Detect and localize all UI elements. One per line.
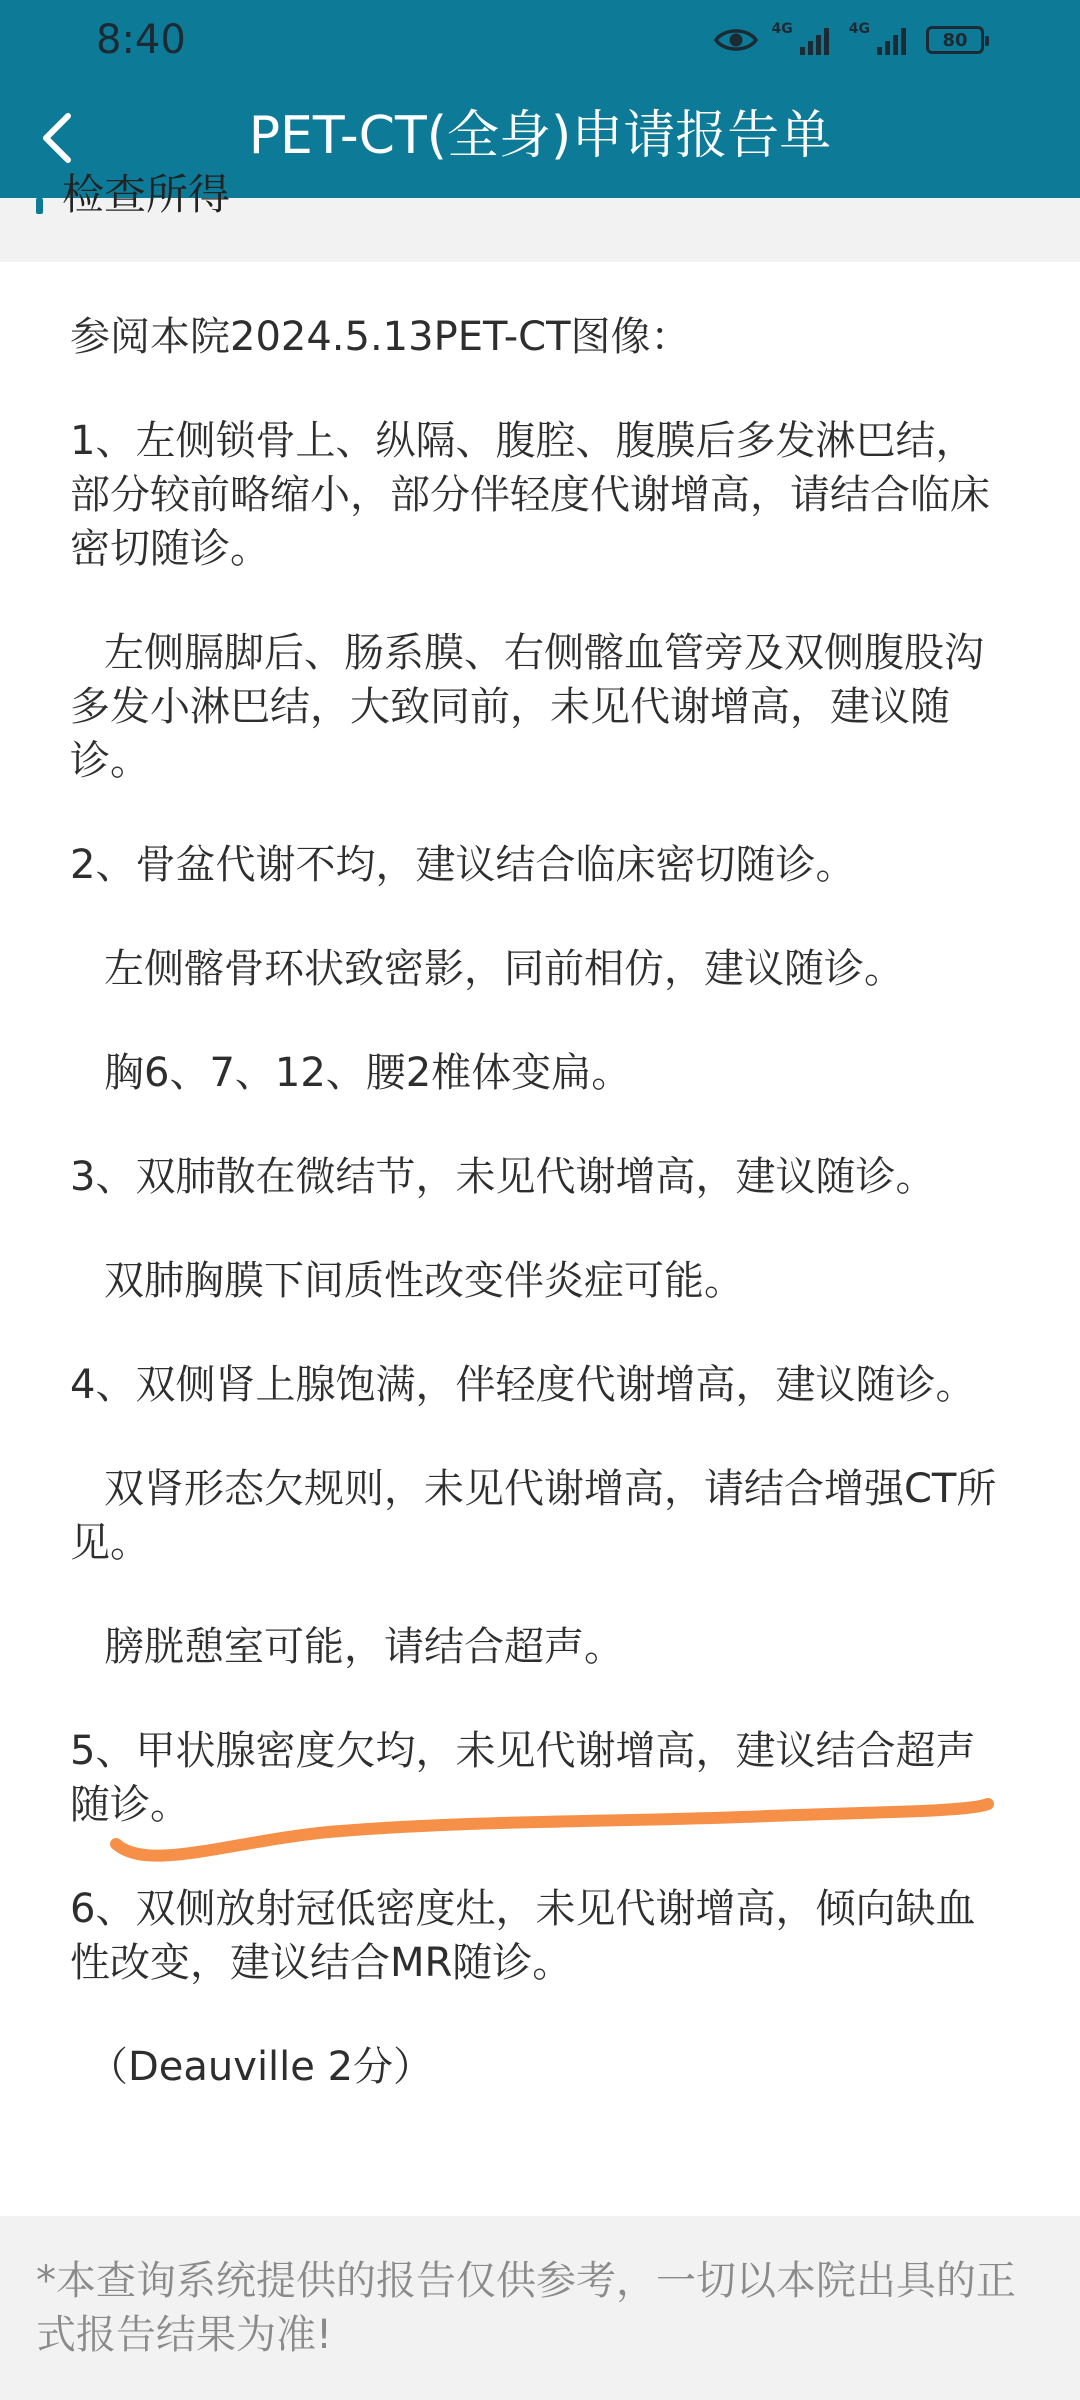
report-item: 胸6、7、12、腰2椎体变扁。 — [104, 1050, 632, 1096]
report-item: 膀胱憩室可能，请结合超声。 — [104, 1624, 624, 1670]
report-item: 3、双肺散在微结节，未见代谢增高，建议随诊。 — [70, 1154, 936, 1200]
report-text — [70, 310, 1010, 2144]
page-title: PET-CT(全身)申请报告单 — [248, 106, 832, 166]
signal-icon — [799, 25, 835, 55]
eye-icon — [714, 26, 758, 54]
signal-icon — [876, 25, 912, 55]
report-item: 2、骨盆代谢不均，建议结合临床密切随诊。 — [70, 842, 856, 888]
network-label-1: 4G — [771, 21, 793, 37]
report-item: 5、甲状腺密度欠均，未见代谢增高，建议结合超声随诊。 — [70, 1728, 976, 1828]
battery-level: 80 — [942, 29, 968, 51]
section-title: 检查所得 — [62, 170, 231, 219]
status-icons — [714, 18, 984, 62]
report-item: 左侧膈脚后、肠系膜、右侧髂血管旁及双侧腹股沟多发小淋巴结，大致同前，未见代谢增高，建议随诊。 — [70, 630, 984, 784]
report-item: 1、左侧锁骨上、纵隔、腹腔、腹膜后多发淋巴结，部分较前略缩小，部分伴轻度代谢增高，请结合临床密切随诊。 — [70, 418, 990, 572]
section-header — [0, 170, 1080, 262]
report-item: 双肺胸膜下间质性改变伴炎症可能。 — [104, 1258, 744, 1304]
disclaimer-text: *本查询系统提供的报告仅供参考，一切以本院出具的正式报告结果为准! — [36, 2258, 1016, 2358]
status-time: 8:40 — [96, 17, 186, 63]
report-intro: 参阅本院2024.5.13PET-CT图像： — [70, 314, 691, 360]
report-item: 左侧髂骨环状致密影，同前相仿，建议随诊。 — [104, 946, 904, 992]
battery-icon — [926, 26, 984, 54]
report-card — [0, 262, 1080, 2216]
status-bar — [0, 0, 1080, 80]
section-marker — [36, 198, 43, 214]
report-item: 6、双侧放射冠低密度灶，未见代谢增高，倾向缺血性改变，建议结合MR随诊。 — [70, 1886, 976, 1986]
report-item: 双肾形态欠规则，未见代谢增高，请结合增强CT所见。 — [70, 1466, 997, 1566]
report-item: 4、双侧肾上腺饱满，伴轻度代谢增高，建议随诊。 — [70, 1362, 976, 1408]
deauville-score: （Deauville 2分） — [88, 2044, 434, 2090]
network-label-2: 4G — [848, 21, 870, 37]
